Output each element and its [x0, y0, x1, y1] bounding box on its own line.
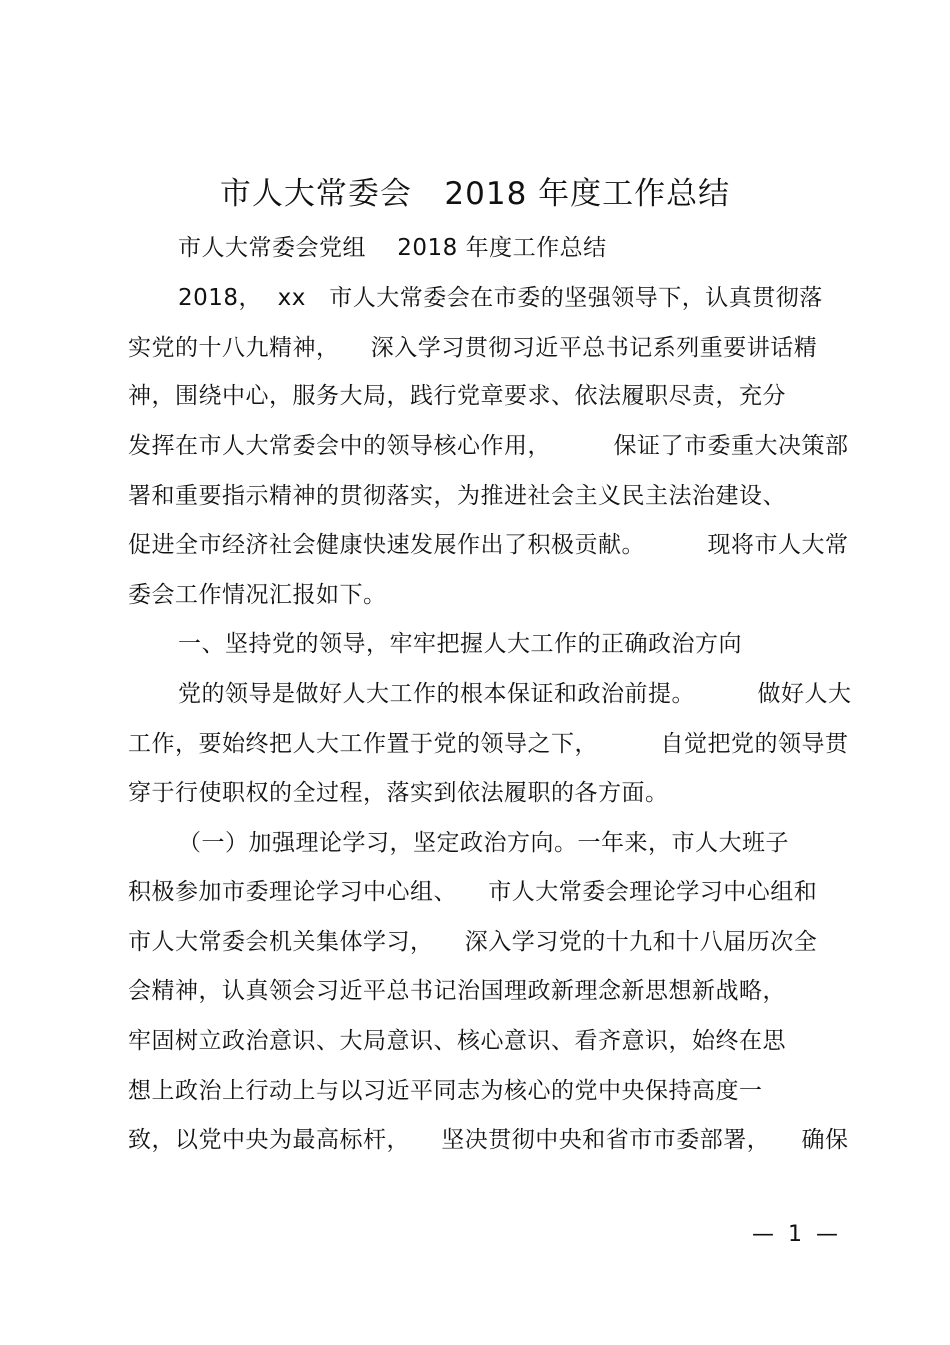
subsection-line-1: （一）加强理论学习，坚定政治方向。一年来，市人大班子: [178, 830, 789, 856]
page-number: — 1 —: [752, 1222, 838, 1247]
body-line-6: 促进全市经济社会健康快速发展作出了积极贡献。 现将市人大常: [128, 532, 849, 558]
body-line-15: 会精神，认真领会习近平总书记治国理政新理念新思想新战略，: [128, 978, 786, 1004]
body-line-1: 2018， xx 市人大常委会在市委的坚强领导下，认真贯彻落: [178, 285, 823, 311]
body-line-11: 穿于行使职权的全过程，落实到依法履职的各方面。: [128, 780, 669, 806]
body-line-7: 委会工作情况汇报如下。: [128, 582, 387, 608]
body-line-13: 积极参加市委理论学习中心组、 市人大常委会理论学习中心组和: [128, 879, 818, 905]
body-line-3: 神，围绕中心，服务大局，践行党章要求、依法履职尽责，充分: [128, 383, 786, 409]
body-line-4: 发挥在市人大常委会中的领导核心作用， 保证了市委重大决策部: [128, 433, 849, 459]
subtitle-line: 市人大常委会党组 2018 年度工作总结: [178, 235, 607, 261]
document-title: 市人大常委会 2018 年度工作总结: [219, 176, 731, 212]
body-line-9: 党的领导是做好人大工作的根本保证和政治前提。 做好人大: [178, 681, 852, 707]
body-line-14: 市人大常委会机关集体学习， 深入学习党的十九和十八届历次全: [128, 929, 818, 955]
body-line-16: 牢固树立政治意识、大局意识、核心意识、看齐意识，始终在思: [128, 1028, 786, 1054]
body-line-18: 致，以党中央为最高标杆， 坚决贯彻中央和省市市委部署， 确保: [128, 1127, 849, 1153]
body-line-2: 实党的十八九精神， 深入学习贯彻习近平总书记系列重要讲话精: [128, 335, 818, 361]
body-line-17: 想上政治上行动上与以习近平同志为核心的党中央保持高度一: [128, 1078, 763, 1104]
body-line-10: 工作，要始终把人大工作置于党的领导之下， 自觉把党的领导贯: [128, 731, 849, 757]
section-heading-1: 一、坚持党的领导，牢牢把握人大工作的正确政治方向: [178, 631, 742, 657]
body-line-5: 署和重要指示精神的贯彻落实，为推进社会主义民主法治建设、: [128, 483, 786, 509]
